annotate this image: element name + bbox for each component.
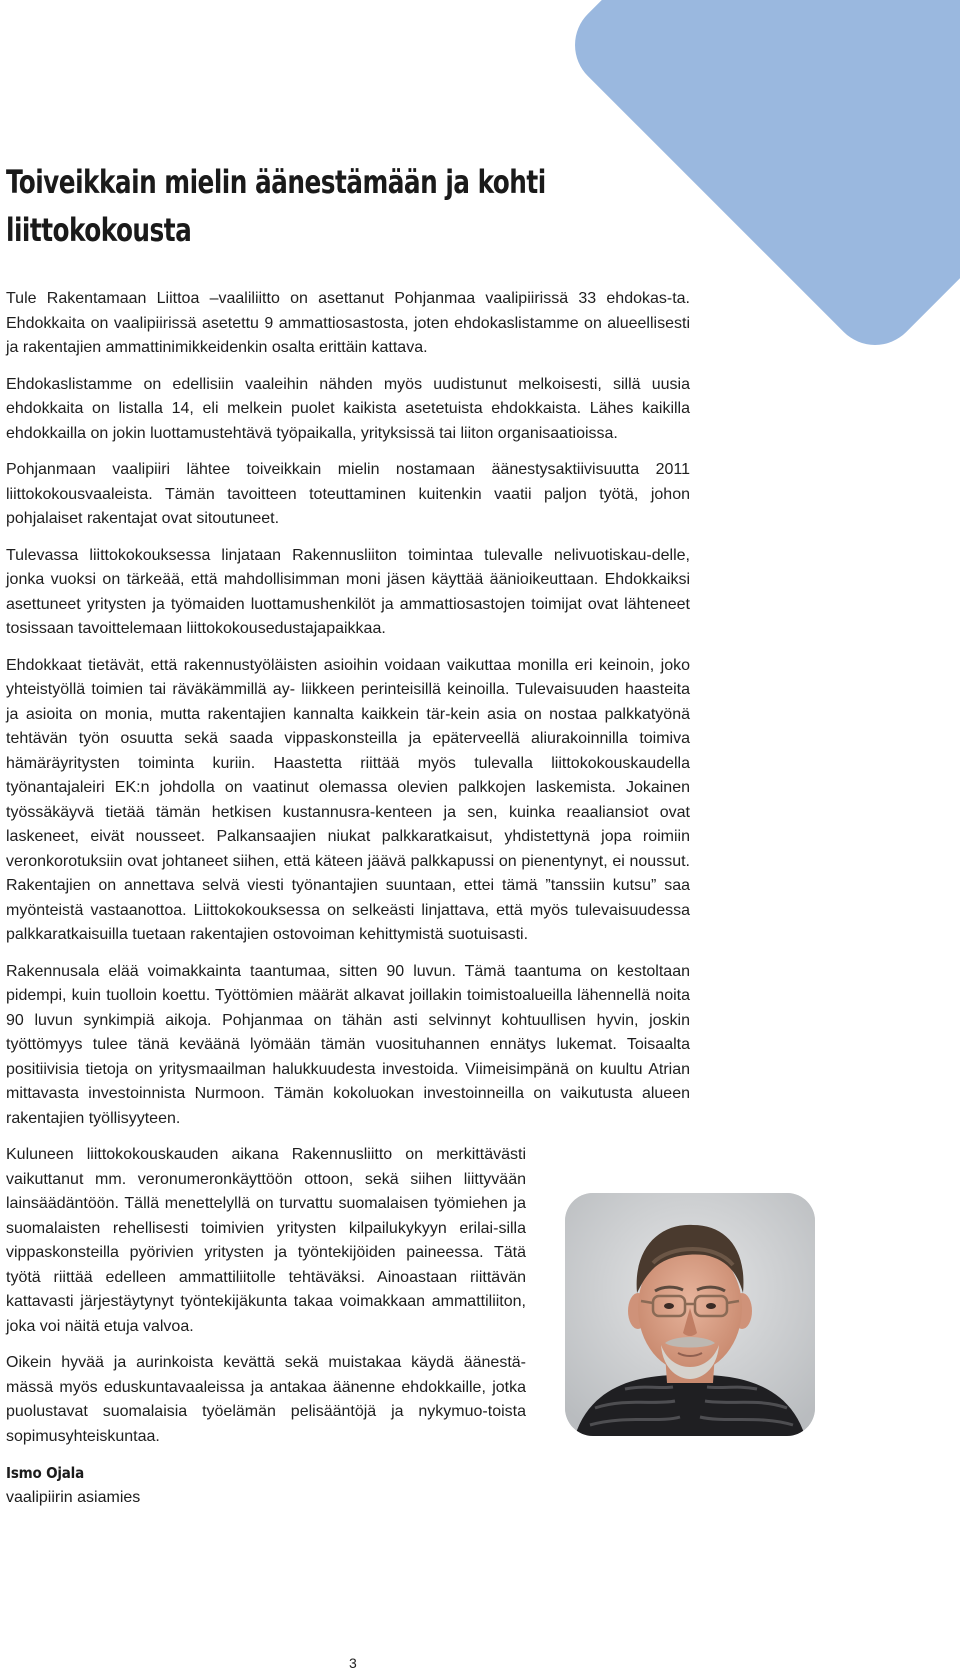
paragraph-tax-number: Kuluneen liittokokouskauden aikana Rakennusliitto on merkittävästi vaikuttanut mm. veronumeronkäyttöön ottoon, sekä siihen liittyvään lainsäädäntöön. Tällä menettelyllä on turvattu suomalaisen työmiehen ja suomalaisten rehellisesti toimivien yritysten kilpailukykyyn erilai-silla vippaskonsteilla pyörivien yritysten ja työntekijöiden paineessa. Tätä työtä riittää edelleen ammattiliitolle tehtäväksi. Ainoastaan riittävän kattavasti järjestäytynyt työntekijäkunta takaa voimakkaan ammattiliiton, joka voi näitä etuja valvoa. xyxy=(6,1146,526,1335)
paragraph-intro: Tule Rakentamaan Liittoa –vaaliliitto on asettanut Pohjanmaa vaalipiirissä 33 ehdokas-ta. Ehdokkaita on vaalipiirissä asetettu 9 ammattiosastosta, joten ehdokaslistamme on alueellisesti ja rakentajien ammattinimikkeidenkin osalta erittäin kattava. xyxy=(6,290,690,356)
paragraph-recession: Rakennusala elää voimakkainta taantumaa, sitten 90 luvun. Tämä taantuma on kestoltaan pidempi, kuin tuolloin koettu. Työttömien määrät alkavat joillakin toimistoalueilla lähennellä noita 90 luvun synkimpiä aikoja. Pohjanmaa on tähän asti selvinnyt kohtuullisen hyvin, joskin työttömyys tulee tänä keväänä lyömään tämän vuosituhannen ennätys lukemat. Toisaalta positiivisia tietoja on yritysmaailman halukkuudesta investoida. Viimeisimpänä on kuultu Atrian mittavasta investoinnista Nurmoon. Tämän kokoluokan investoinneilla on vaikutusta alueen rakentajien työllisyyteen. xyxy=(6,962,690,1127)
paragraph-wages: Ehdokkaat tietävät, että rakennustyöläisten asioihin voidaan vaikuttaa monilla eri keinoin, joko yhteistyöllä toimien tai räväkämmillä ay- liikkeen perinteisillä keinoilla. Tulevaisuuden haasteita ja asioita on monia, mutta rakentajien kannalta kaikkein tär-kein asia on nostaa palkkatyönä tehtävän työn osuutta sekä saada vippaskonsteilla ja epäterveellä aliurakoinnilla toimiva hämäräyritysten toiminta kuriin. Haastetta riittää myös tulevalla liittokokouskaudella työnantajaleiri EK:n johdolla on vaatinut olemassa olevien palkkojen laskemista. Jokainen työssäkäyvä tietää tämän hetkisen kustannusra-kenteen ja sen, kuinka reaaliansiot ovat laskeneet, eivät nousseet. Palkansaajien niukat palkkaratkaisut, yhdistettynä jopa roimiin veronkorotuksiin ovat johtaneet siihen, että käteen jäävä palkkapussi on pienentynyt, ei noussut. Rakentajien on annettava selvä viesti työnantajien suuntaan, ettei tämä ”tanssiin kutsu” saa myönteistä vastaanottoa. Liittokokouksessa on selkeästi linjattava, että myös tulevaisuudessa palkkaratkaisuilla tuetaan rakentajien ostovoiman kehittymistä suotuisasti. xyxy=(6,656,690,943)
page-number: 3 xyxy=(349,1655,357,1671)
paragraph-closing: Oikein hyvää ja aurinkoista kevättä sekä muistakaa käydä äänestä-mässä myös eduskuntavaaleissa ja antakaa äänenne ehdokkaille, jotka puolustavat suomalaisia työelämän pelisääntöjä ja nykymuo-toista sopimusyhteiskuntaa. xyxy=(6,1354,526,1445)
author-portrait xyxy=(565,1193,815,1436)
signature xyxy=(6,1461,690,1510)
signature-name: Ismo Ojala xyxy=(6,1464,85,1482)
paragraph-congress: Tulevassa liittokokouksessa linjataan Rakennusliiton toimintaa tulevalle nelivuotiskau-delle, jonka vuoksi on tärkeää, että mahdollisimman moni jäsen käyttää äänioikeuttaan. Ehdokkaiksi asettuneet yritysten ja työmaiden luottamushenkilöt ja ammattiosastojen toimijat ovat lähteneet tosissaan tavoittelemaan liittokokousedustajapaikkaa. xyxy=(6,546,690,637)
paragraph-turnout: Pohjanmaan vaalipiiri lähtee toiveikkain mielin nostamaan äänestysaktiivisuutta 2011 liittokokousvaaleista. Tämän tavoitteen toteuttaminen kuitenkin vaatii paljon työtä, johon pohjalaiset rakentajat ovat sitoutuneet. xyxy=(6,461,690,527)
signature-role: vaalipiirin asiamies xyxy=(6,1488,141,1506)
paragraph-candidates: Ehdokaslistamme on edellisiin vaaleihin nähden myös uudistunut melkoisesti, sillä uusia ehdokkaita on listalla 14, eli melkein puolet kaikista asetetuista ehdokkaista. Lähes kaikilla ehdokkailla on jokin luottamustehtävä työpaikalla, yrityksissä tai liiton organisaatioissa. xyxy=(6,375,690,442)
page-title: Toiveikkain mielin äänestämään ja kohti liittokokousta xyxy=(6,163,546,249)
